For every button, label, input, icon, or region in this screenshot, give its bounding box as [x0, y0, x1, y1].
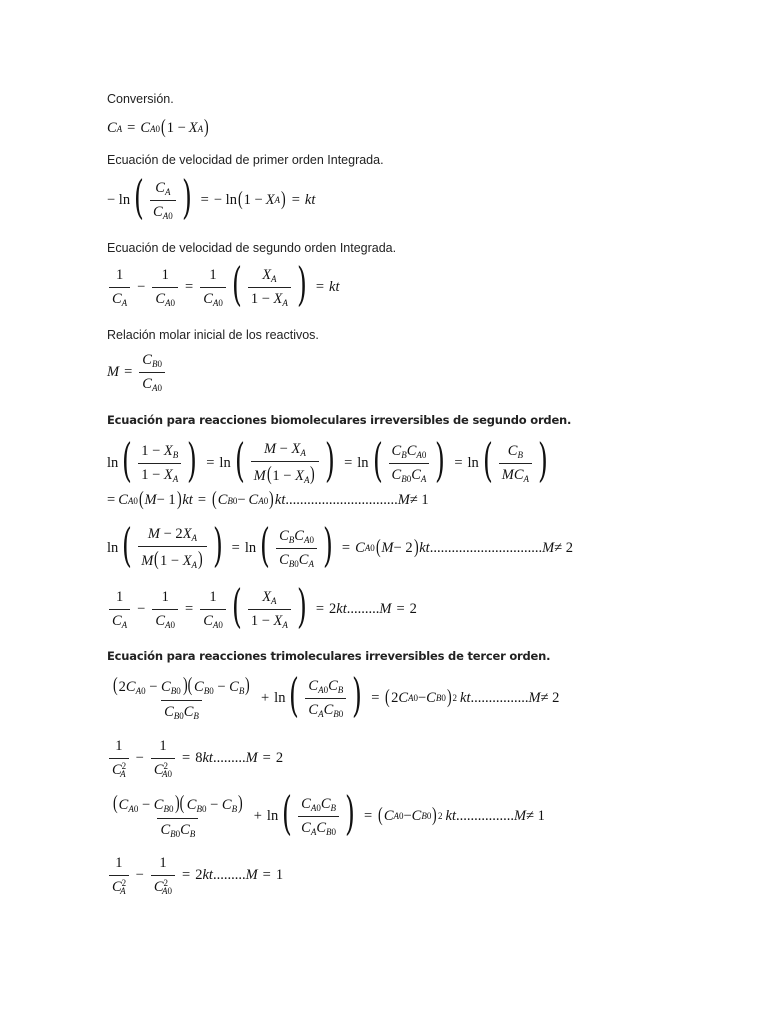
heading-molar-relation: Relación molar inicial de los reactivos. — [107, 328, 319, 342]
equation-first-order: − ln ( $\frac{C_A}{C_{A0}}$ ) = − ln ( 1 − X A ) = kt — [107, 170, 316, 225]
equation-molar-ratio: M = $\frac{C_{B0}}{C_{A0}}$ — [107, 352, 167, 392]
heading-bimolecular: Ecuación para reacciones biomoleculares irreversibles de segundo orden. — [107, 413, 572, 427]
equation-trimolecular-3: $\frac{(C_{A0} - C_{B0})( C_{B0} - C_B)}{C_{B0}C_B}$ + ln ( $\frac{C_{A0}C_B}{C_AC_{B0}}$ ) = ( C A0 − C B0 ) 2 kt ................ M ≠ 1 — [113, 786, 545, 841]
equation-trimolecular-1: $\frac{(2C_{A0} - C_{B0})( C_{B0} - C_B)}{C_{B0}C_B}$ + ln ( $\frac{C_{A0}C_B}{C_AC_{B0}}$ ) = ( 2 C A0 − C B0 ) 2 kt ................ M ≠ 2 — [113, 668, 560, 723]
equation-trimolecular-2: $\frac{1}{C^2_A}$ − $\frac{1}{C^2_{A0}}$ = 8 kt ......... M = 2 — [107, 738, 283, 778]
equation-bimolecular-2: ln ( $\frac{M - 2X_A}{M(1 - X_A)}$ ) = ln ( $\frac{C_BC_{A0}}{C_{B0}C_A}$ ) = C A0 ( M − 2 ) kt ............................... M ≠ 2 — [107, 518, 574, 573]
heading-conversion: Conversión. — [107, 92, 174, 106]
equation-trimolecular-4: $\frac{1}{C^2_A}$ − $\frac{1}{C^2_{A0}}$ = 2 kt ......... M = 1 — [107, 855, 283, 895]
equation-second-order: $\frac{1}{C_A}$ − $\frac{1}{C_{A0}}$ = $\frac{1}{C_{A0}}$ ( $\frac{X_A}{1 - X_A}$ ) = kt — [107, 267, 340, 307]
heading-second-order: Ecuación de velocidad de segundo orden Integrada. — [107, 241, 397, 255]
heading-first-order: Ecuación de velocidad de primer orden Integrada. — [107, 153, 384, 167]
equation-bimolecular-1-cont: = C A0 ( M − 1 ) kt = ( C B0 − C A0 ) kt ............................... M ≠ 1 — [107, 488, 429, 510]
heading-trimolecular: Ecuación para reacciones trimoleculares irreversibles de tercer orden. — [107, 649, 551, 663]
equation-conversion: C A = C A0 ( 1 − X A ) — [107, 116, 209, 138]
equation-bimolecular-3: $\frac{1}{C_A}$ − $\frac{1}{C_{A0}}$ = $\frac{1}{C_{A0}}$ ( $\frac{X_A}{1 - X_A}$ ) = 2 kt ......... M = 2 — [107, 589, 417, 629]
equation-bimolecular-1: ln ( $\frac{1 - X_B}{1 - X_A}$ ) = ln ( $\frac{M - X_A}{M(1 - X_A)}$ ) = ln ( $\frac{C_BC_{A0}}{C_{B0}C_A}$ ) = ln ( $\frac{C_B}{MC_A}$ ) — [107, 433, 548, 488]
